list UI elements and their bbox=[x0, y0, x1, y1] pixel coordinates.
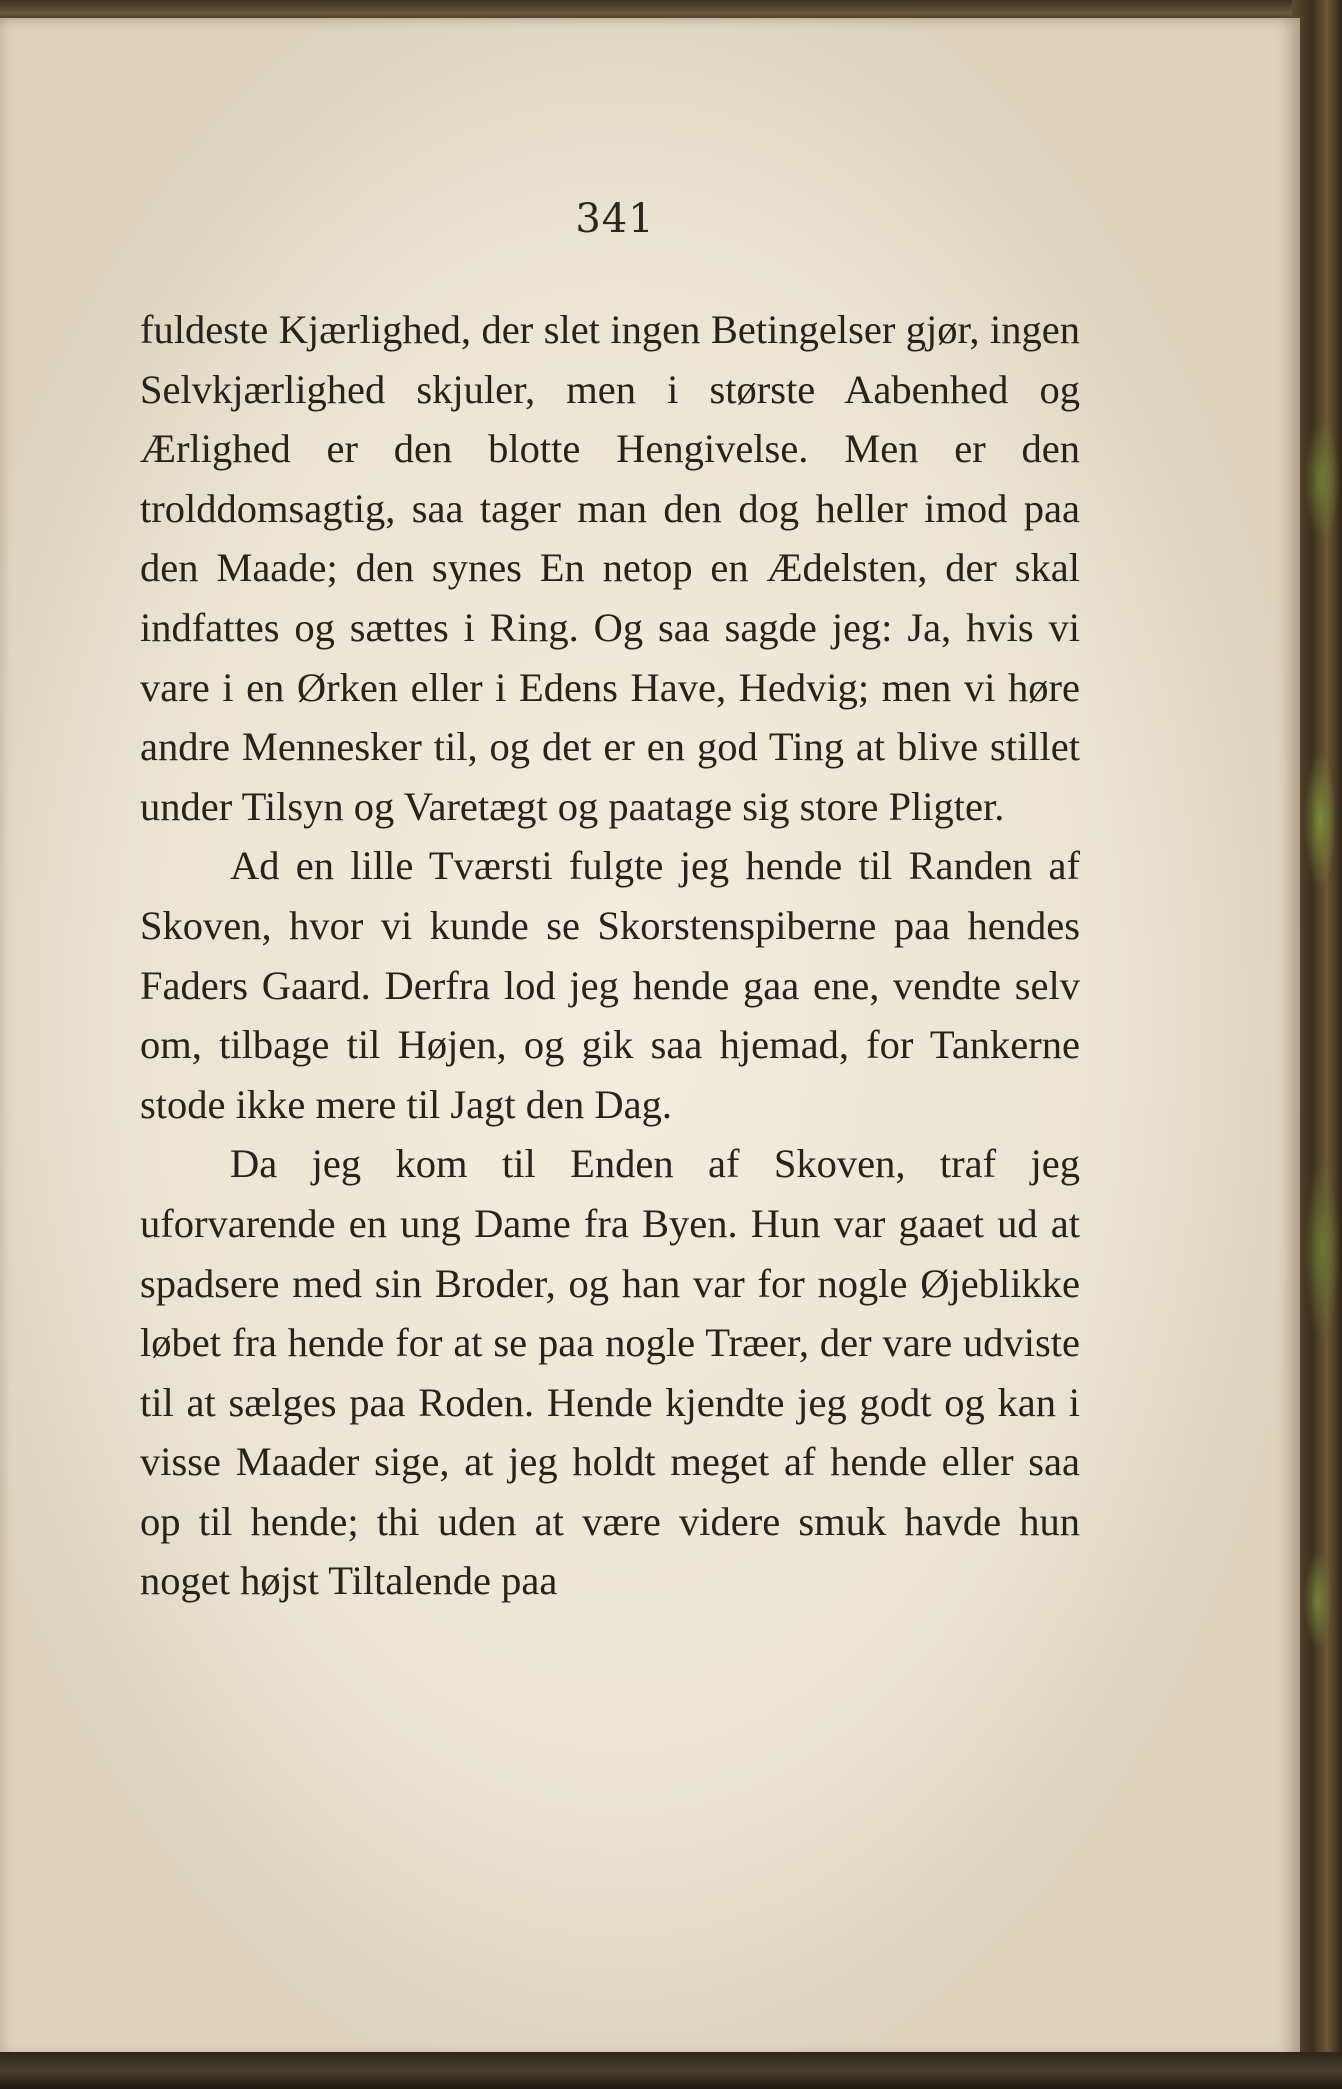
bottom-binding-edge bbox=[0, 2052, 1342, 2089]
book-page bbox=[0, 18, 1300, 2058]
body-text bbox=[140, 300, 1080, 1611]
paragraph-2: Ad en lille Tværsti fulgte jeg hende til Randen af Skoven, hvor vi kunde se Skorstenspiberne paa hendes Faders Gaard. Derfra lod jeg hende gaa ene, vendte selv om, tilbage til Højen, og gik saa hjemad, for Tankerne stode ikke mere til Jagt den Dag. bbox=[140, 843, 1080, 1127]
page-number: 341 bbox=[575, 196, 655, 242]
paragraph-3: Da jeg kom til Enden af Skoven, traf jeg uforvarende en ung Dame fra Byen. Hun var gaaet ud at spadsere med sin Broder, og han var for nogle Øjeblikke løbet fra hende for at se paa nogle Træer, der vare udviste til at sælges paa Roden. Hende kjendte jeg godt og kan i visse Maader sige, at jeg holdt meget af hende eller saa op til hende; thi uden at være videre smuk havde hun noget højst Tiltalende paa bbox=[140, 1141, 1080, 1604]
paragraph-1: fuldeste Kjærlighed, der slet ingen Betingelser gjør, ingen Selvkjærlighed skjuler, men i største Aabenhed og Ærlighed er den blotte Hengivelse. Men er den trolddomsagtig, saa tager man den dog heller imod paa den Maade; den synes En netop en Ædelsten, der skal indfattes og sættes i Ring. Og saa sagde jeg: Ja, hvis vi vare i en Ørken eller i Edens Have, Hedvig; men vi høre andre Mennesker til, og det er en god Ting at blive stillet under Tilsyn og Varetægt og paatage sig store Pligter. bbox=[140, 307, 1080, 829]
